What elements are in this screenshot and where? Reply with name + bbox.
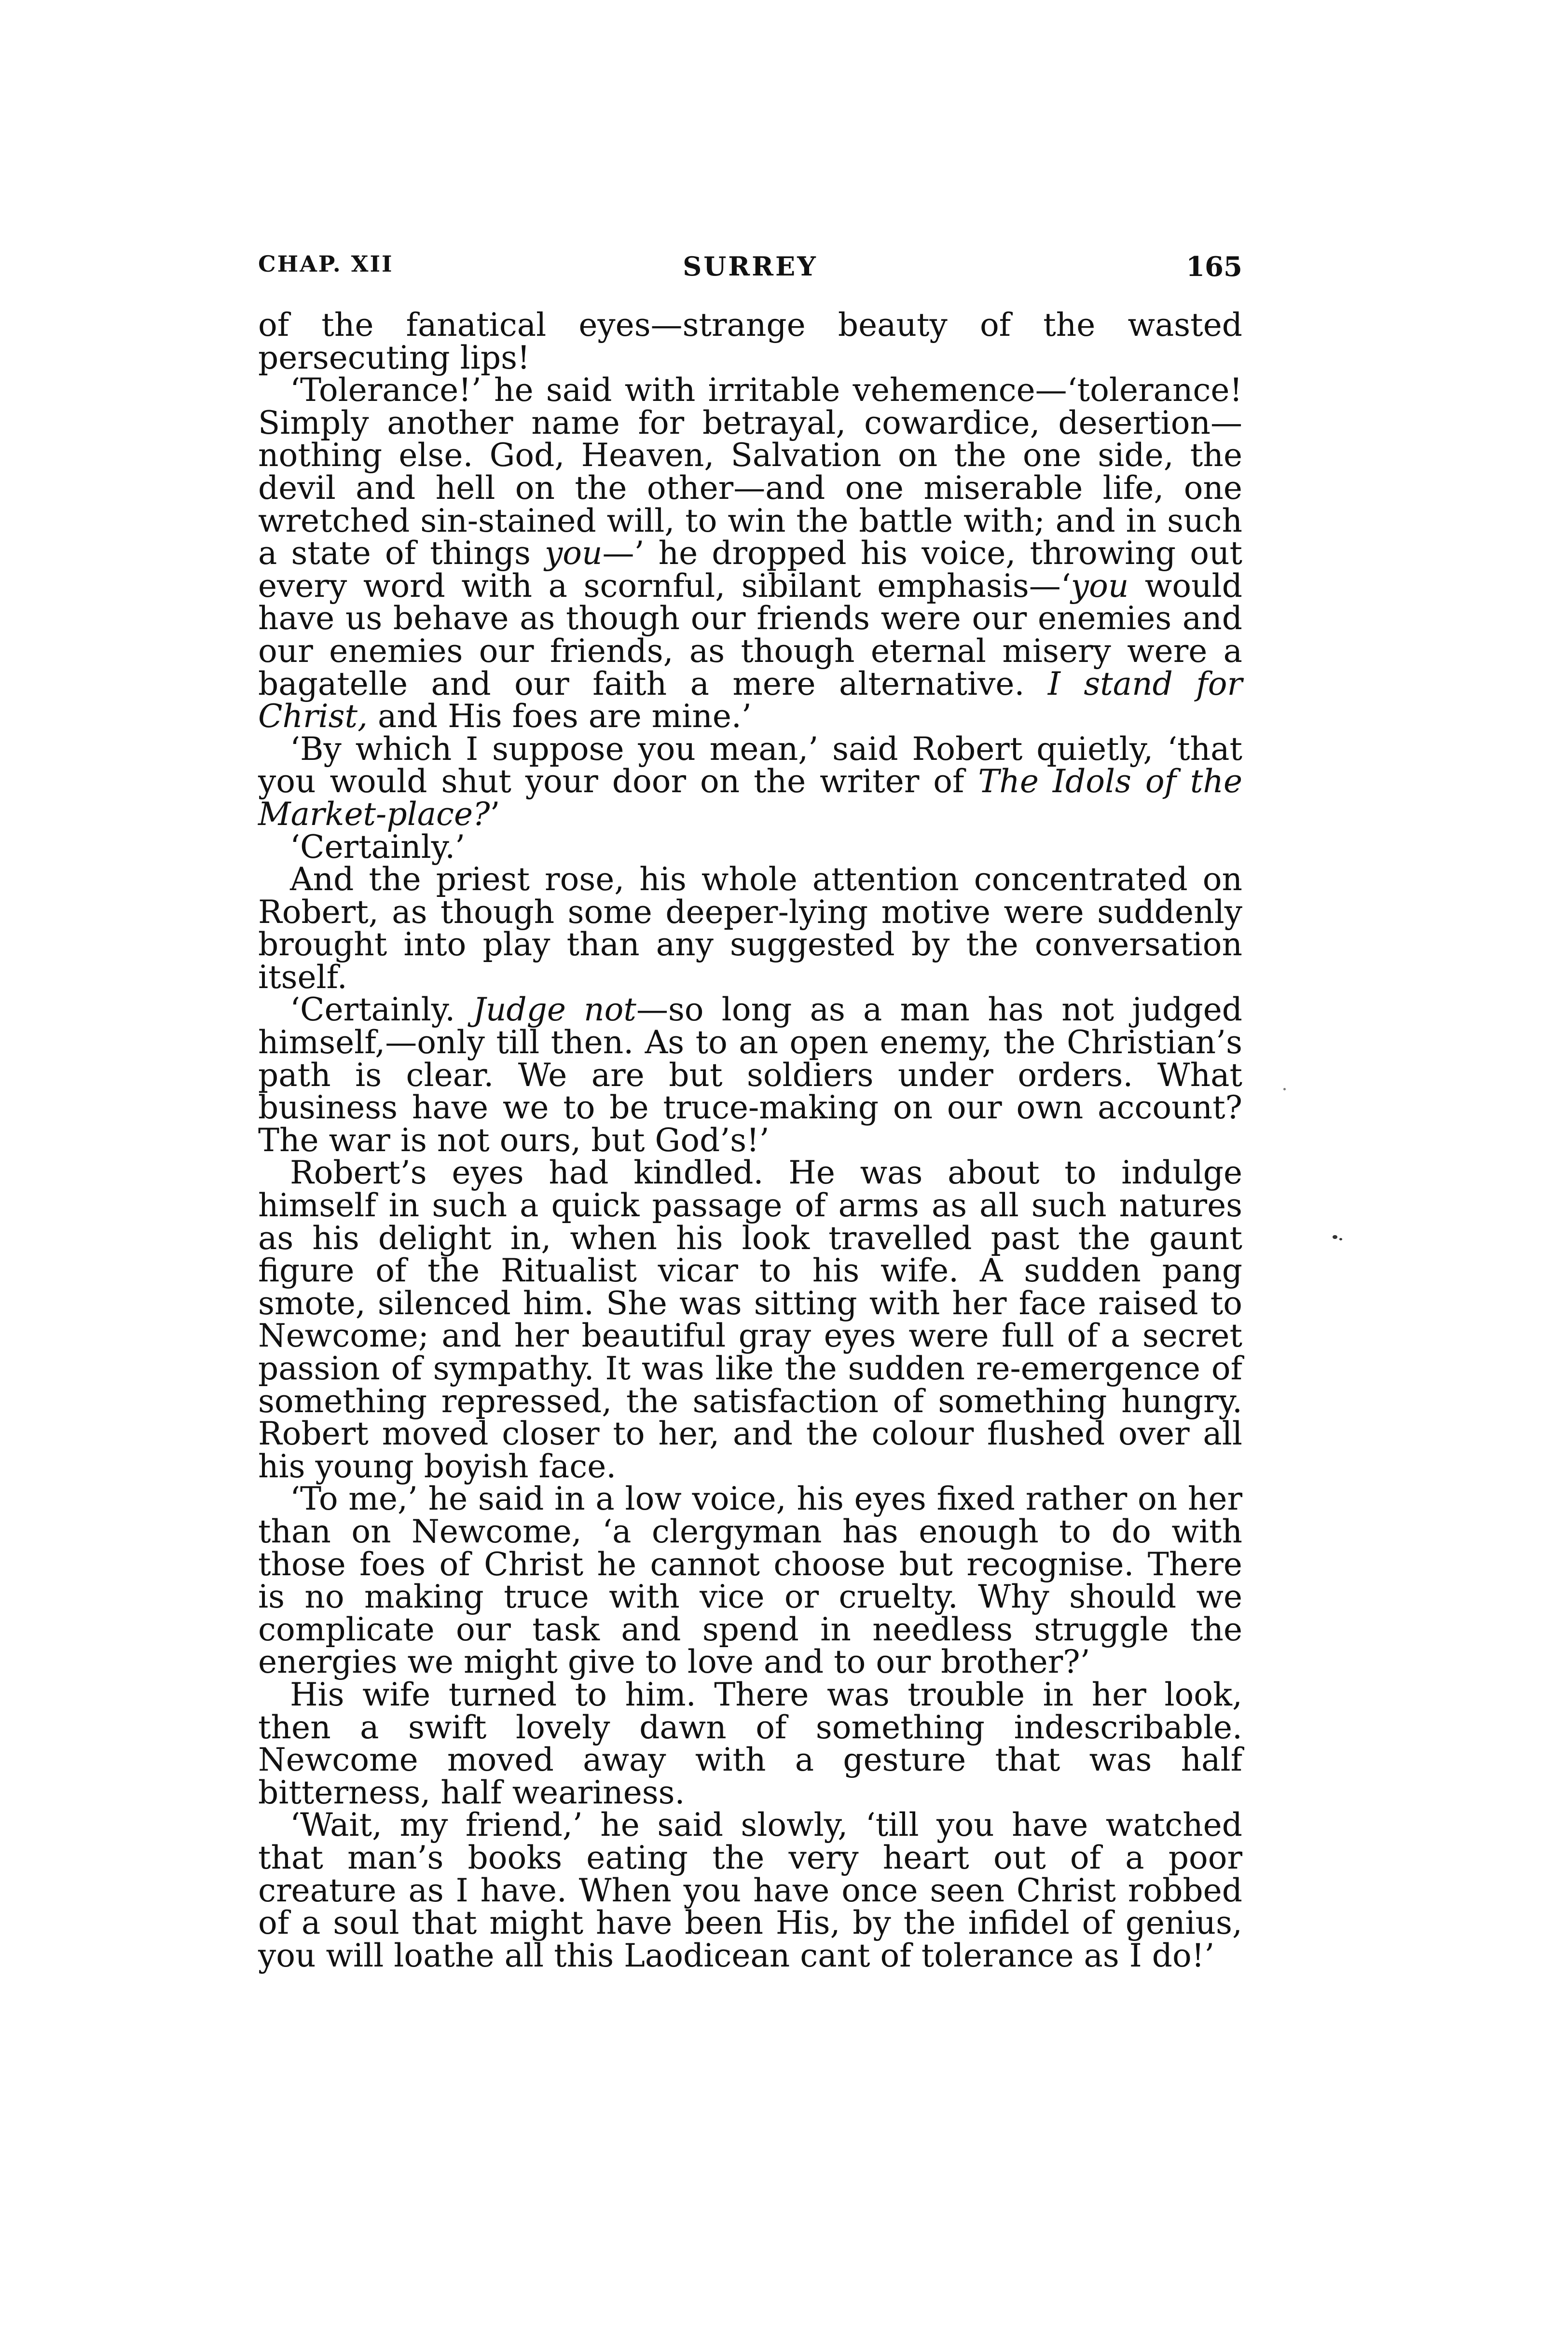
text-run: ’ <box>490 795 500 833</box>
paragraph <box>258 1678 1242 1809</box>
text-run: —so long as a man has not judged himself,—only till then. As to an open enemy, the Christian’s path is clear. We are but soldiers under orders. What business have we to be truce-making on our own account? The war is not ours, but God’s!’ <box>258 991 1242 1159</box>
italic-text-run: The Idols of the Market-place? <box>258 763 1243 833</box>
paragraph <box>258 991 1242 1159</box>
text-run: would have us behave as though our friends were our enemies and our enemies our friends, as though eternal misery were a bagatelle and our faith a mere alternative. <box>258 567 1243 702</box>
italic-text-run: you <box>544 535 603 572</box>
text-run: ‘By which I suppose you mean,’ said Robert quietly, ‘that you would shut your door on the writer of <box>258 730 1242 800</box>
text-run: of the fanatical eyes—strange beauty of the wasted persecuting lips! <box>258 306 1242 376</box>
page-number: 165 <box>1186 251 1242 283</box>
italic-text-run: Judge not <box>473 991 636 1029</box>
italic-text-run: you <box>1071 567 1129 605</box>
text-run: And the priest rose, his whole attention concentrated on Robert, as though some deeper-lying motive were suddenly brought into play than any suggested by the conversation itself. <box>258 861 1242 996</box>
running-head <box>258 251 1242 289</box>
chapter-label: CHAP. XII <box>258 251 394 277</box>
ink-speck <box>1339 1238 1342 1240</box>
text-run: and His foes are mine.’ <box>368 698 752 735</box>
text-run: His wife turned to him. There was trouble in her look, then a swift lovely dawn of something indescribable. Newcome moved away with a gesture that was half bitterness, half weariness. <box>258 1676 1242 1811</box>
text-run: ‘Certainly. <box>290 991 473 1029</box>
ink-speck <box>1333 1235 1337 1239</box>
body-text <box>258 306 1243 1974</box>
paragraph <box>258 371 1243 735</box>
paragraph <box>258 730 1243 833</box>
paragraph <box>258 861 1242 996</box>
paragraph <box>258 1156 1242 1483</box>
paragraph <box>258 306 1242 376</box>
text-run: ‘Certainly.’ <box>290 828 466 866</box>
text-run: Robert’s eyes had kindled. He was about to indulge himself in such a quick passage of arms as all such natures as his delight in, when his look travelled past the gaunt figure of the Ritualist vicar to his wife. A sudden pang smote, silenced him. She was sitting with her face raised to Newcome; and her beautiful gray eyes were full of a secret passion of sympathy. It was like the sudden re-emergence of something repressed, the satisfaction of something hungry. Robert moved closer to her, and the colour flushed over all his young boyish face. <box>258 1154 1242 1485</box>
text-run: ‘Tolerance!’ he said with irritable vehemence—‘tolerance! Simply another name for betrayal, cowardice, desertion—nothing else. God, Heaven, Salvation on the one side, the devil and hell on the other—and one miserable life, one wretched sin-stained will, to win the battle with; and in such a state of things <box>258 371 1242 572</box>
text-run: ‘Wait, my friend,’ he said slowly, ‘till you have watched that man’s books eating the very heart out of a poor creature as I have. When you have once seen Christ robbed of a soul that might have been His, by the infidel of genius, you will loathe all this Laodicean cant of tolerance as I do!’ <box>258 1806 1242 1974</box>
text-run: ‘To me,’ he said in a low voice, his eyes fixed rather on her than on Newcome, ‘a clergyman has enough to do with those foes of Christ he cannot choose but recognise. There is no making truce with vice or cruelty. Why should we complicate our task and spend in needless struggle the energies we might give to love and to our brother?’ <box>258 1480 1242 1681</box>
paragraph <box>258 1480 1242 1681</box>
ink-speck <box>1283 1088 1286 1090</box>
paragraph <box>258 1806 1242 1974</box>
text-run: —’ he dropped his voice, throwing out every word with a scornful, sibilant emphasis—‘ <box>258 535 1242 605</box>
page-title: SURREY <box>683 251 818 282</box>
paragraph <box>258 828 1242 866</box>
italic-text-run: I stand for Christ, <box>258 665 1242 735</box>
